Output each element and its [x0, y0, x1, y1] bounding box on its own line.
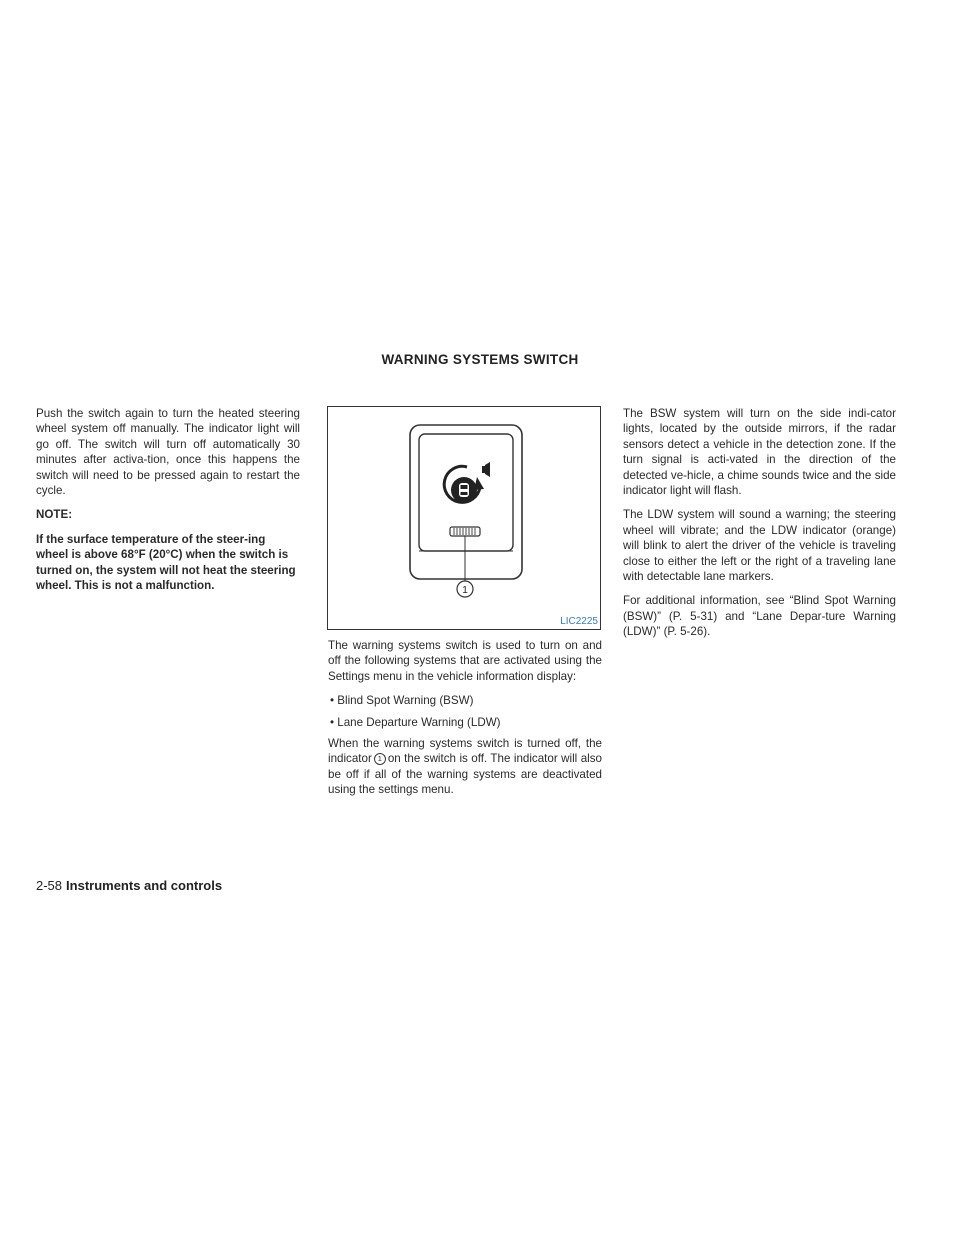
indicator-text-after: on the switch is off. The indicator will also be off if all of the warning systems are deactivated using the settings menu. [328, 752, 602, 797]
page-footer [36, 878, 222, 893]
heated-wheel-paragraph: Push the switch again to turn the heated steering wheel system off manually. The indicator light will go off. The switch will turn off automatically 30 minutes after activa-tion, once this happens the switch will need to be pressed again to restart the cycle. [36, 407, 300, 498]
indicator-off-paragraph [328, 736, 602, 798]
indicator-text-before: When the warning systems switch is turned off, the indicator [328, 737, 602, 766]
left-column [36, 406, 300, 602]
right-column [623, 406, 896, 649]
chapter-title: Instruments and controls [66, 878, 223, 893]
warning-switch-drawing [328, 407, 600, 629]
note-label: NOTE: [36, 508, 73, 522]
warning-systems-icon [444, 462, 490, 503]
section-title: WARNING SYSTEMS SWITCH [381, 352, 579, 367]
indicator-light [450, 527, 480, 536]
bsw-paragraph: The BSW system will turn on the side indi-cator lights, located by the outside mirrors, if the radar sensors detect a vehicle in the detection zone. If the turn signal is acti-vated in the direction of the detected ve-hicle, a chime sounds twice and the side indicator light will flash. [623, 407, 896, 498]
switch-illustration [327, 406, 601, 630]
indicator-marker: 1 [374, 753, 386, 765]
page-number: 2-58 [36, 878, 63, 893]
bullet-bsw: • Blind Spot Warning (BSW) [328, 693, 602, 708]
note-text: If the surface temperature of the steer-ing wheel is above 68°F (20°C) when the switch is turned on, the system will not heat the steering wheel. This is not a malfunction. [36, 532, 296, 593]
ldw-paragraph: The LDW system will sound a warning; the steering wheel will vibrate; and the LDW indicator (orange) will blink to alert the driver of the vehicle is traveling close to either the left or the right of a traveling lane with detectable lane markers. [623, 508, 896, 584]
switch-purpose-paragraph: The warning systems switch is used to turn on and off the following systems that are activated using the Settings menu in the vehicle information display: [328, 639, 602, 683]
bullet-ldw: • Lane Departure Warning (LDW) [328, 715, 602, 730]
figure-code: LIC2225 [560, 616, 598, 627]
middle-column [328, 638, 602, 807]
additional-info-paragraph: For additional information, see “Blind Spot Warning (BSW)” (P. 5-31) and “Lane Depar-ture Warning (LDW)” (P. 5-26). [623, 594, 896, 639]
callout-number: 1 [462, 585, 468, 596]
